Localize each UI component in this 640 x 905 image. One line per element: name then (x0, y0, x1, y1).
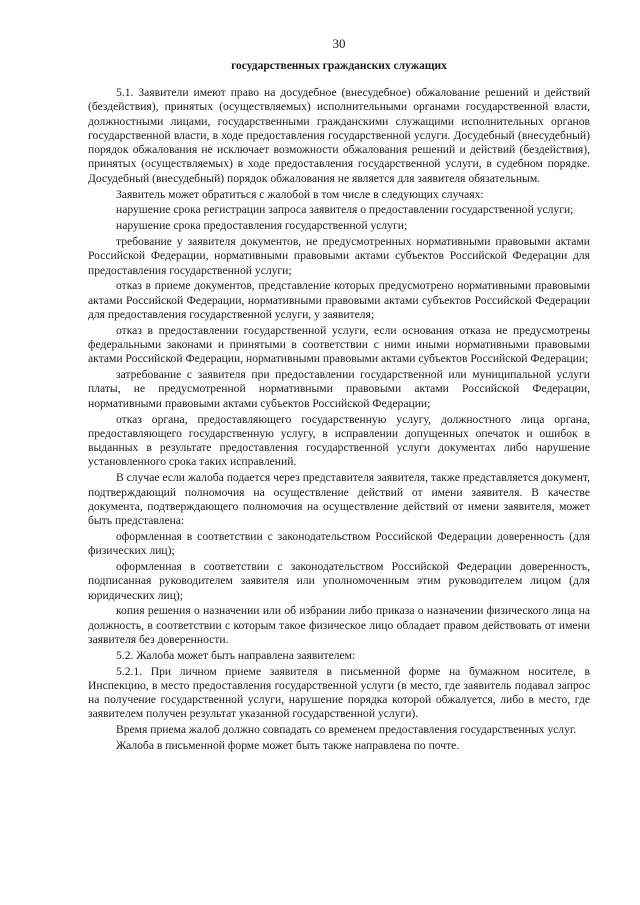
paragraph-5-2-1: 5.2.1. При личном приеме заявителя в письменной форме на бумажном носителе, в Инспекцию, в место предоставления государственной услуги (в место, где заявитель подавал запрос на получение государственной услуги, нарушение порядка которой обжалуется, либо в место, где заявителем получен результат указанной государственной услуги). (88, 664, 590, 721)
paragraph-refusal-to-correct: отказ органа, предоставляющего государственную услугу, должностного лица органа, предоставляющего государственную услугу, в исправлении допущенных опечаток и ошибок в выданных в результате предоставления государственной услуги документах либо нарушение установленного срока таких исправлений. (88, 412, 590, 469)
paragraph-5-1-right-to-appeal: 5.1. Заявители имеют право на досудебное (внесудебное) обжалование решений и действий (бездействия), принятых (осуществляемых) исполнительными органами государственной власти, должностными лицами, государственными гражданскими служащими исполнительных органов государственной власти, в ходе предоставления государственной услуги. Досудебный (внесудебный) порядок обжалования не исключает возможности обжалования решений и действий (бездействия), принятых (осуществляемых) в ходе предоставления государственной услуги, в судебном порядке. Досудебный (внесудебный) порядок обжалования не является для заявителя обязательным. (88, 86, 590, 185)
paragraph-extra-documents: требование у заявителя документов, не предусмотренных нормативными правовыми актами Российской Федерации, нормативными правовыми актами субъектов Российской Федерации для предоставления государственной услуги; (88, 234, 590, 277)
paragraph-refusal-of-documents: отказ в приеме документов, представление которых предусмотрено нормативными правовыми актами Российской Федерации, нормативными правовыми актами субъектов Российской Федерации для предоставления государственной услуги, у заявителя; (88, 279, 590, 321)
paragraph-refusal-of-service: отказ в предоставлении государственной услуги, если основания отказа не предусмотрены федеральными законами и принятыми в соответствии с ними иными нормативными правовыми актами Российской Федерации, нормативными правовыми актами субъектов Российской Федерации; (88, 323, 590, 366)
paragraph-power-of-attorney-legal-entities: оформленная в соответствии с законодательством Российской Федерации доверенность, подписанная руководителем заявителя или уполномоченным этим руководителем лицом (для юридических лиц); (88, 560, 590, 602)
paragraph-complaint-cases-intro: Заявитель может обратиться с жалобой в том числе в следующих случаях: (116, 187, 484, 201)
paragraph-by-mail: Жалоба в письменной форме может быть также направлена по почте. (116, 739, 460, 753)
running-head: государственных гражданских служащих (231, 60, 447, 72)
paragraph-unlawful-fee: затребование с заявителя при предоставлении государственной или муниципальной услуги платы, не предусмотренной нормативными правовыми актами Российской Федерации, нормативными правовыми актами субъектов Российской Федерации; (88, 368, 590, 410)
page-number: 30 (332, 36, 346, 51)
paragraph-5-2: 5.2. Жалоба может быть направлена заявителем: (116, 648, 356, 662)
paragraph-appointment-order: копия решения о назначении или об избрании либо приказа о назначении физического лица на должность, в соответствии с которым такое физическое лицо обладает правом действовать от имени заявителя без доверенности. (88, 604, 590, 646)
paragraph-service-deadline: нарушение срока предоставления государственной услуги; (116, 219, 408, 233)
paragraph-registration-deadline: нарушение срока регистрации запроса заявителя о предоставлении государственной услуги; (116, 203, 574, 217)
paragraph-reception-time: Время приема жалоб должно совпадать со временем предоставления государственных услуг. (116, 723, 577, 737)
paragraph-representative: В случае если жалоба подается через представителя заявителя, также представляется документ, подтверждающий полномочия на осуществление действий от имени заявителя. В качестве документа, подтверждающего полномочия на осуществление действий от имени заявителя, может быть представлена: (88, 471, 590, 528)
paragraph-power-of-attorney-individuals: оформленная в соответствии с законодательством Российской Федерации доверенность (для физических лиц); (88, 529, 590, 558)
body-text (88, 86, 590, 753)
